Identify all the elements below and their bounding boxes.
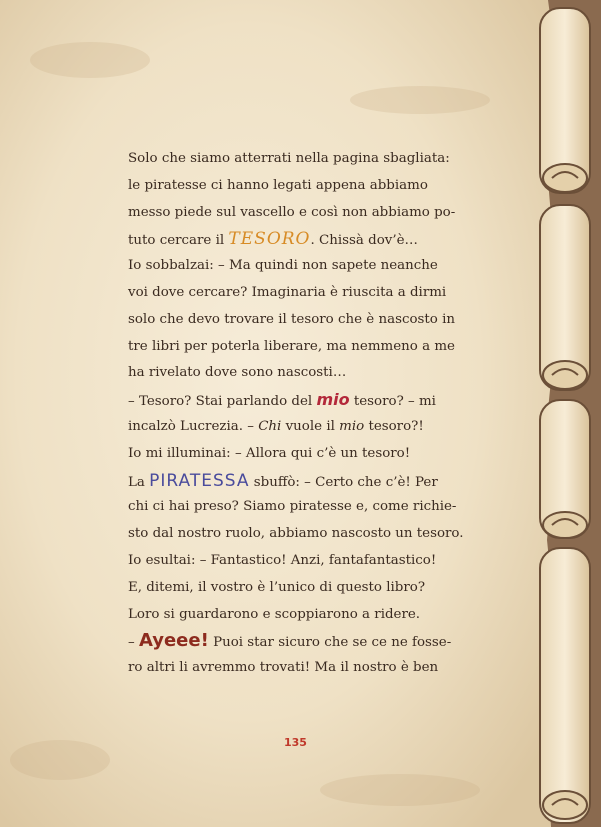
text-line: sto dal nostro ruolo, abbiamo nascosto un tesoro.: [128, 526, 464, 542]
word-mio-italic: mio: [339, 418, 365, 434]
text-line: Io sobbalzai: – Ma quindi non sapete neanche: [128, 258, 438, 274]
text-line: tre libri per poterla liberare, ma nemmeno a me: [128, 338, 455, 354]
text-line: ro altri li avremmo trovati! Ma il nostro è ben: [128, 660, 439, 676]
text-line: ha rivelato dove sono nascosti…: [128, 365, 347, 381]
page-number: 135: [284, 736, 307, 749]
text-line: voi dove cercare? Imaginaria è riuscita a dirmi: [128, 284, 447, 300]
scroll-roll-4: [540, 548, 590, 823]
text-line: Io esultai: – Fantastico! Anzi, fantafantastico!: [128, 552, 437, 568]
word-chi-italic: Chi: [258, 418, 282, 434]
text-line: E, ditemi, il vostro è l’unico di questo libro?: [128, 579, 426, 595]
text-line: Solo che siamo atterrati nella pagina sbagliata:: [128, 151, 450, 166]
text-line: incalzò Lucrezia. – Chi vuole il mio tesoro?!: [128, 418, 424, 434]
word-ayeee-stylized: Ayeee!: [138, 630, 209, 652]
text-line: – Tesoro? Stai parlando del mio tesoro? – mi: [128, 390, 436, 410]
text-line: chi ci hai preso? Siamo piratesse e, come richie-: [128, 499, 457, 515]
text-line: messo piede sul vascello e così non abbiamo po-: [128, 204, 456, 220]
word-tesoro-stylized: TESORO: [228, 229, 311, 250]
text-line: – Ayeee! Puoi star sicuro che se ce ne fosse-: [128, 630, 452, 652]
scroll-roll-1: [540, 8, 590, 193]
word-mio-stylized: mio: [316, 390, 350, 410]
word-piratessa-stylized: PIRATESSA: [149, 470, 250, 491]
text-line: Io mi illuminai: – Allora qui c’è un tesoro!: [128, 445, 411, 461]
text-line: tuto cercare il TESORO. Chissà dov’è…: [128, 229, 418, 250]
text-line: La PIRATESSA sbuffò: – Certo che c’è! Per: [128, 470, 438, 491]
text-line: Loro si guardarono e scoppiarono a ridere.: [128, 606, 421, 622]
text-line: solo che devo trovare il tesoro che è nascosto in: [128, 311, 455, 327]
scroll-roll-3: [540, 400, 590, 538]
text-line: le piratesse ci hanno legati appena abbiamo: [128, 177, 428, 193]
scroll-roll-2: [540, 205, 590, 390]
story-text: [128, 146, 478, 682]
